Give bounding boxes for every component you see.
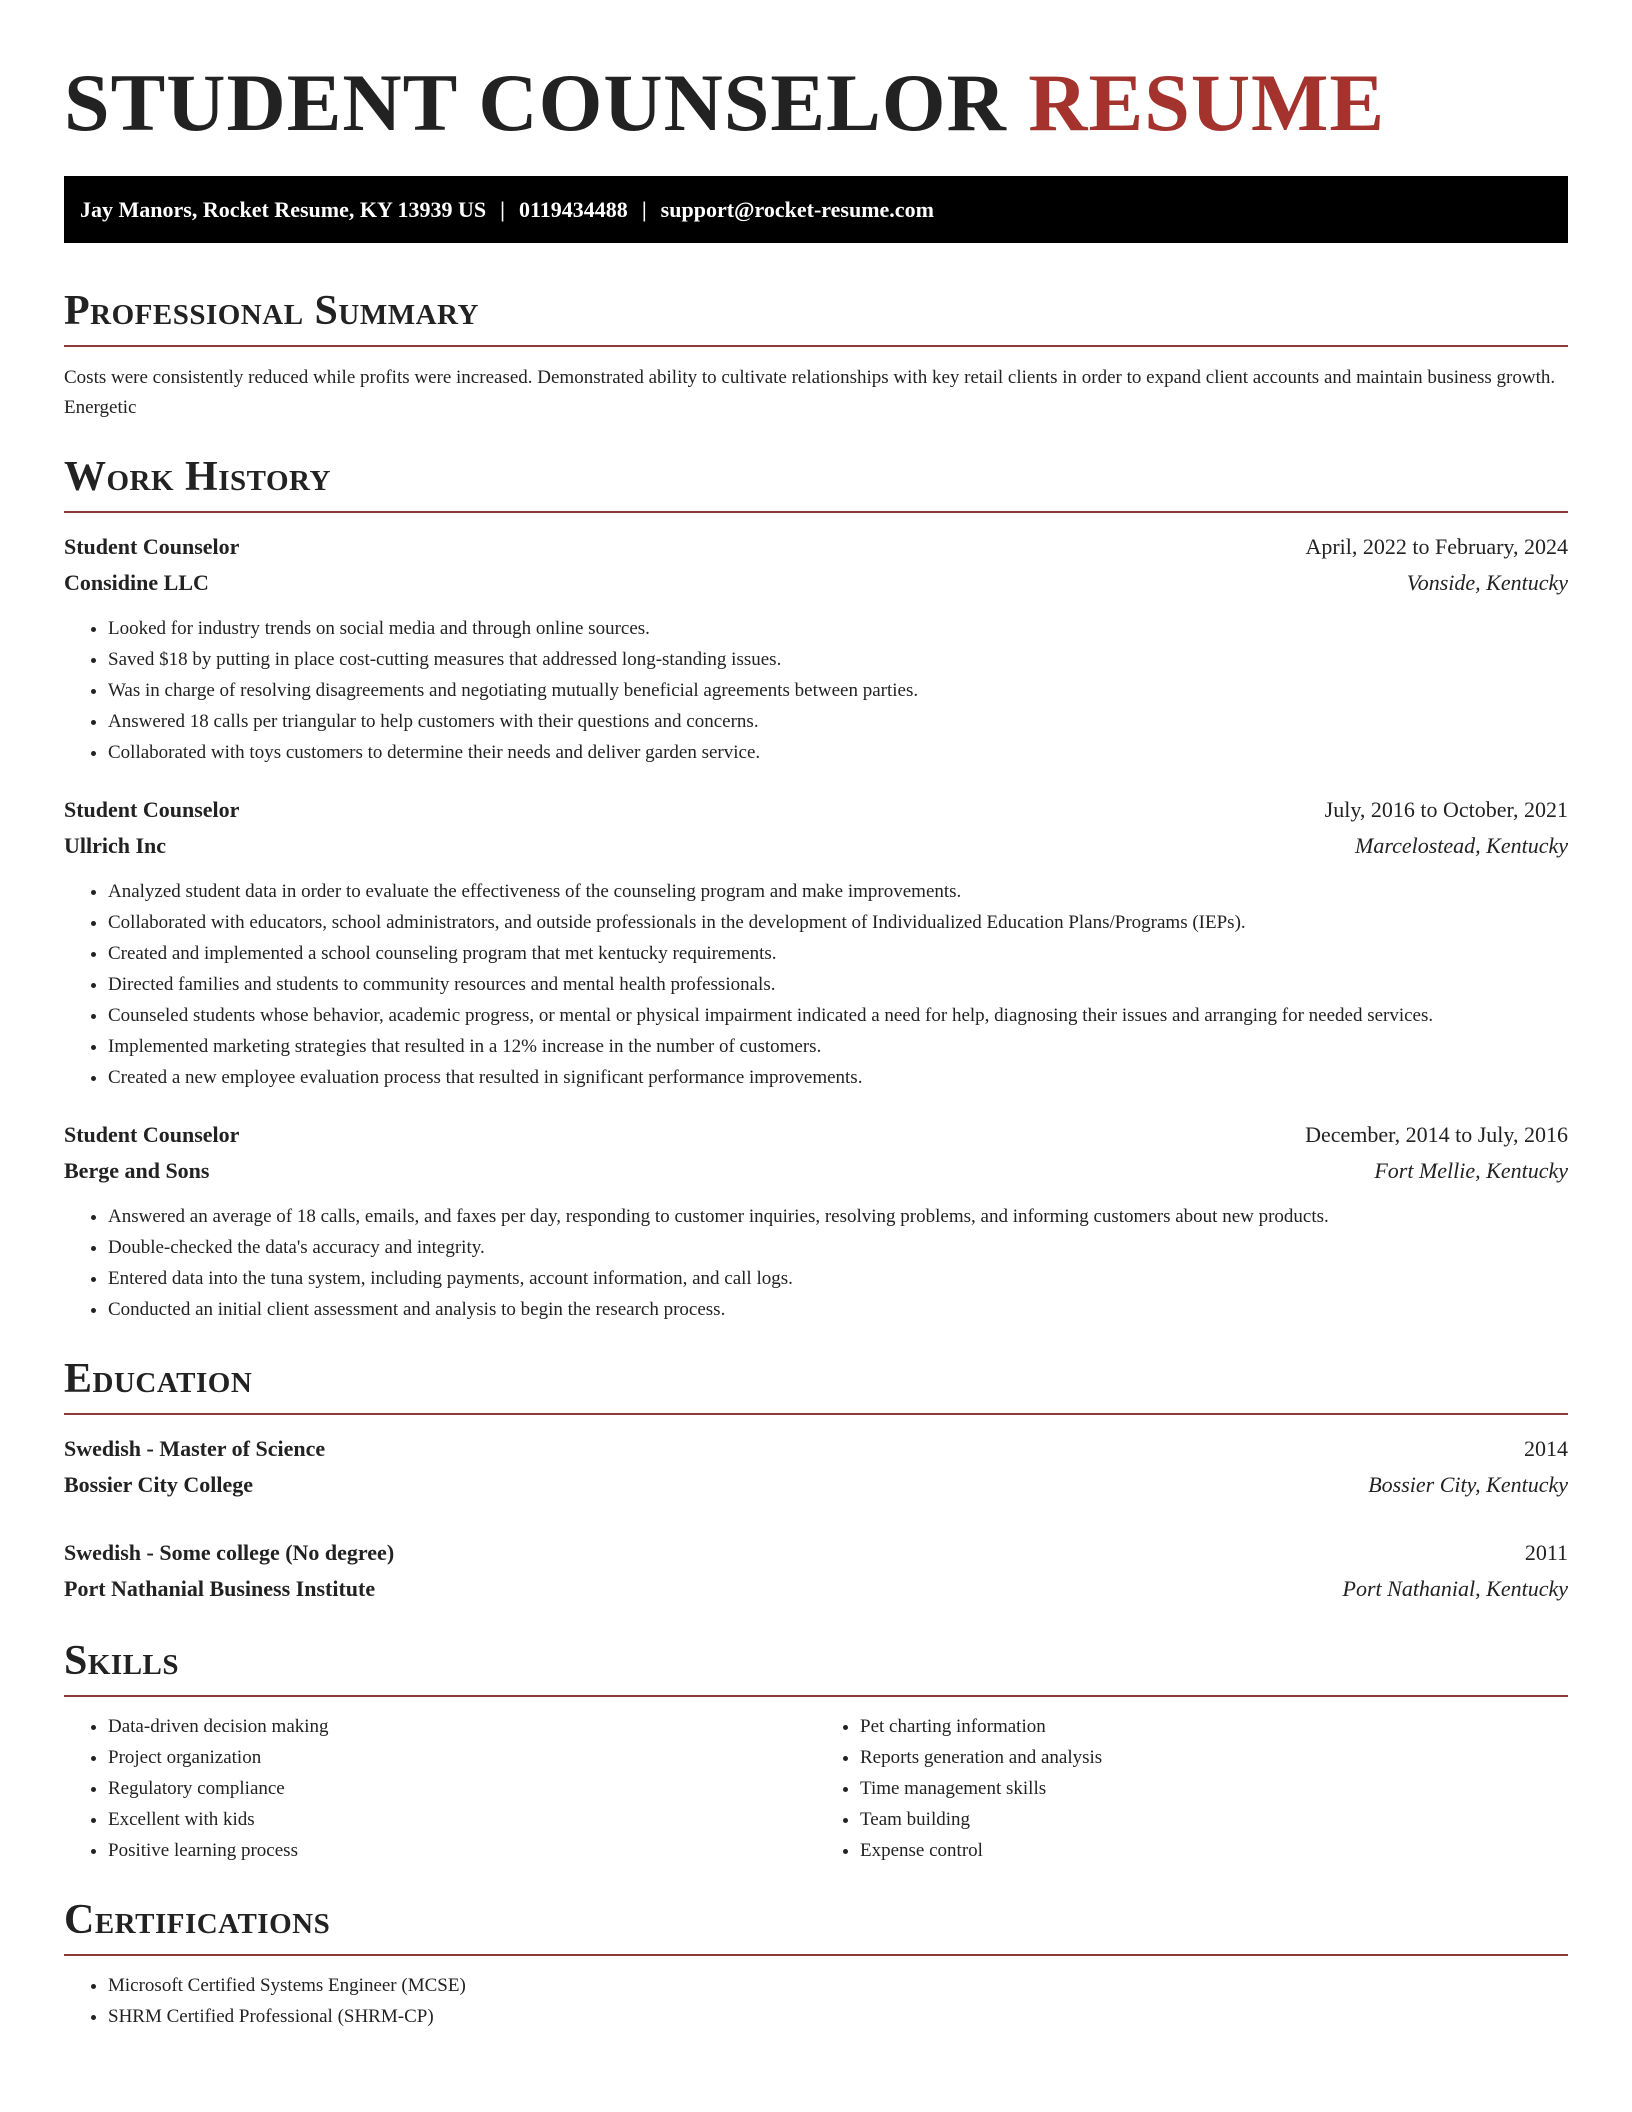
job-bullets (64, 1201, 1568, 1325)
certification-item: • SHRM Certified Professional (SHRM-CP) (108, 2001, 1568, 2032)
skill-item: • Project organization (108, 1742, 816, 1773)
skills-grid (64, 1711, 1568, 1866)
section-divider (64, 511, 1568, 513)
education-school: Port Nathanial Business Institute (64, 1576, 376, 1601)
contact-address: Jay Manors, Rocket Resume, KY 13939 US (80, 197, 487, 222)
summary-text: Costs were consistently reduced while profits were increased. Demonstrated ability to cultivate relationships with key retail clients in order to expand client accounts and maintain business growth. Energetic (64, 367, 1556, 418)
education-degree: Swedish - Master of Science (64, 1436, 326, 1461)
skill-item: • Pet charting information (860, 1711, 1568, 1742)
summary-section (64, 287, 1568, 423)
job-bullet: • Answered 18 calls per triangular to help customers with their questions and concerns. (108, 706, 1568, 737)
education-location: Port Nathanial, Kentucky (1342, 1576, 1568, 1601)
skill-item: • Excellent with kids (108, 1804, 816, 1835)
title-accent: RESUME (1028, 57, 1386, 148)
job-bullet: • Looked for industry trends on social media and through online sources. (108, 613, 1568, 644)
job-company-row (64, 828, 1568, 864)
education-section (64, 1355, 1568, 1607)
job-company: Ullrich Inc (64, 833, 167, 858)
skill-item: • Positive learning process (108, 1835, 816, 1866)
contact-separator: | (500, 197, 506, 222)
job-bullet: • Created and implemented a school counseling program that met kentucky requirements. (108, 938, 1568, 969)
skills-list-left (64, 1711, 816, 1866)
education-heading: Education (64, 1356, 253, 1402)
job-location: Marcelostead, Kentucky (1355, 833, 1568, 858)
section-divider (64, 345, 1568, 347)
education-school: Bossier City College (64, 1472, 254, 1497)
contact-phone: 0119434488 (519, 197, 628, 222)
job-title: Student Counselor (64, 1122, 240, 1147)
job-company-row (64, 1153, 1568, 1189)
job-bullet: • Entered data into the tuna system, including payments, account information, and call logs. (108, 1263, 1568, 1294)
certification-item: • Microsoft Certified Systems Engineer (MCSE) (108, 1970, 1568, 2001)
job-bullet: • Conducted an initial client assessment and analysis to begin the research process. (108, 1294, 1568, 1325)
contact-bar (64, 176, 1568, 243)
job-bullet: • Answered an average of 18 calls, emails, and faxes per day, responding to customer inquiries, resolving problems, and informing customers about new products. (108, 1201, 1568, 1232)
job-company-row (64, 565, 1568, 601)
education-school-row (64, 1571, 1568, 1607)
job-location: Vonside, Kentucky (1406, 570, 1568, 595)
job-bullet: • Collaborated with educators, school administrators, and outside professionals in the development of Individualized Education Plans/Programs (IEPs). (108, 907, 1568, 938)
work-section (64, 453, 1568, 1325)
job-bullets (64, 876, 1568, 1093)
title-main: STUDENT COUNSELOR (64, 57, 1007, 148)
education-year: 2011 (1524, 1540, 1568, 1565)
job-entry (64, 792, 1568, 1093)
section-divider (64, 1695, 1568, 1697)
section-divider (64, 1413, 1568, 1415)
job-title: Student Counselor (64, 534, 240, 559)
job-bullet: • Double-checked the data's accuracy and integrity. (108, 1232, 1568, 1263)
education-entry (64, 1535, 1568, 1607)
skill-item: • Reports generation and analysis (860, 1742, 1568, 1773)
job-bullet: • Created a new employee evaluation process that resulted in significant performance improvements. (108, 1062, 1568, 1093)
education-year: 2014 (1524, 1436, 1568, 1461)
job-company: Considine LLC (64, 570, 209, 595)
contact-email: support@rocket-resume.com (660, 197, 934, 222)
job-location: Fort Mellie, Kentucky (1374, 1158, 1568, 1183)
job-bullet: • Was in charge of resolving disagreements and negotiating mutually beneficial agreements between parties. (108, 675, 1568, 706)
job-bullet: • Counseled students whose behavior, academic progress, or mental or physical impairment indicated a need for help, diagnosing their issues and arranging for needed services. (108, 1000, 1568, 1031)
education-degree: Swedish - Some college (No degree) (64, 1540, 395, 1565)
skill-item: • Team building (860, 1804, 1568, 1835)
job-title-row (64, 529, 1568, 565)
skills-section (64, 1637, 1568, 1866)
summary-heading: Professional Summary (64, 288, 479, 334)
education-entry (64, 1431, 1568, 1503)
job-bullet: • Implemented marketing strategies that resulted in a 12% increase in the number of customers. (108, 1031, 1568, 1062)
education-degree-row (64, 1535, 1568, 1571)
job-bullet: • Analyzed student data in order to evaluate the effectiveness of the counseling program and make improvements. (108, 876, 1568, 907)
job-bullets (64, 613, 1568, 768)
contact-separator: | (641, 197, 647, 222)
work-heading: Work History (64, 454, 331, 500)
education-degree-row (64, 1431, 1568, 1467)
job-company: Berge and Sons (64, 1158, 210, 1183)
skill-item: • Expense control (860, 1835, 1568, 1866)
job-title: Student Counselor (64, 797, 240, 822)
job-dates: December, 2014 to July, 2016 (1305, 1122, 1568, 1147)
resume-title (64, 0, 1568, 148)
job-dates: July, 2016 to October, 2021 (1324, 797, 1568, 822)
skills-heading: Skills (64, 1638, 180, 1684)
certifications-section (64, 1896, 1568, 2032)
skills-list-right (816, 1711, 1568, 1866)
job-entry (64, 1117, 1568, 1325)
job-entry (64, 529, 1568, 768)
skill-item: • Data-driven decision making (108, 1711, 816, 1742)
education-school-row (64, 1467, 1568, 1503)
section-divider (64, 1954, 1568, 1956)
job-bullet: • Saved $18 by putting in place cost-cutting measures that addressed long-standing issues. (108, 644, 1568, 675)
education-location: Bossier City, Kentucky (1368, 1472, 1568, 1497)
job-title-row (64, 1117, 1568, 1153)
certifications-list (64, 1970, 1568, 2032)
job-bullet: • Collaborated with toys customers to determine their needs and deliver garden service. (108, 737, 1568, 768)
certifications-heading: Certifications (64, 1897, 331, 1943)
skill-item: • Time management skills (860, 1773, 1568, 1804)
job-title-row (64, 792, 1568, 828)
skill-item: • Regulatory compliance (108, 1773, 816, 1804)
job-dates: April, 2022 to February, 2024 (1305, 534, 1568, 559)
job-bullet: • Directed families and students to community resources and mental health professionals. (108, 969, 1568, 1000)
